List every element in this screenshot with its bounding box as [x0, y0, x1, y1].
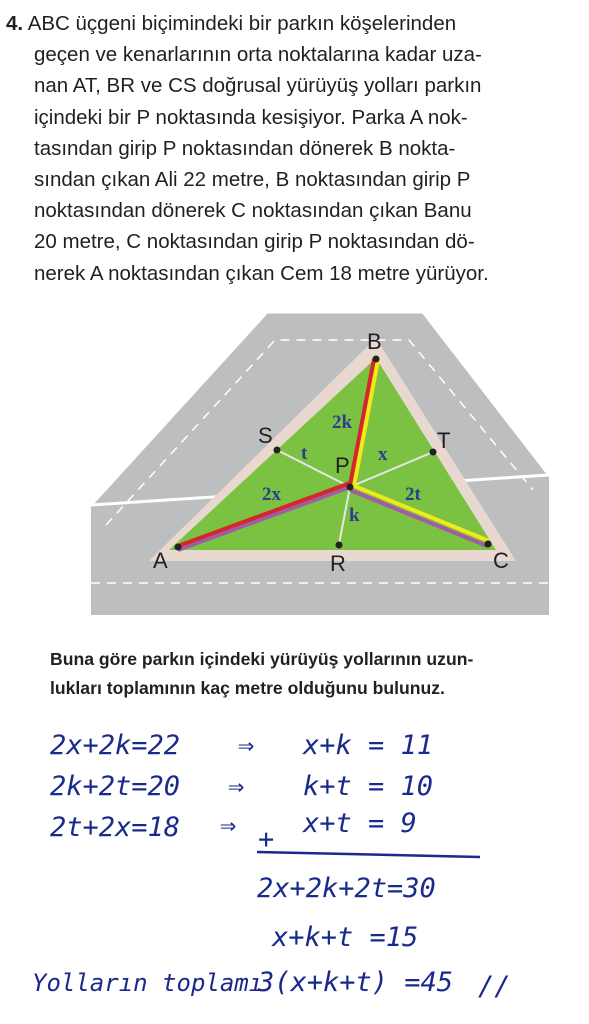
problem-line: 20 metre, C noktasından girip P noktasından dö-	[34, 230, 475, 254]
plus-sign: +	[258, 824, 275, 855]
question-text	[50, 645, 585, 703]
eq3-right: x+t = 9	[303, 808, 417, 839]
park-diagram	[91, 310, 549, 632]
point-S	[274, 447, 281, 454]
problem-line: içindeki bir P noktasında kesişiyor. Parka A nok-	[34, 105, 468, 129]
segment-label-PB: 2k	[332, 412, 353, 433]
eq1-right: x+k = 11	[303, 730, 434, 761]
point-R	[336, 542, 343, 549]
sum-rule	[257, 852, 480, 857]
label-B: B	[367, 329, 382, 354]
label-S: S	[258, 423, 273, 448]
segment-label-PT: x	[378, 444, 388, 465]
segment-label-PS: t	[301, 443, 308, 464]
segment-label-PA: 2x	[262, 484, 281, 505]
label-A: A	[153, 548, 168, 573]
segment-label-PC: 2t	[405, 484, 421, 505]
question-line: lukları toplamının kaç metre olduğunu bulunuz.	[50, 678, 445, 698]
problem-line: geçen ve kenarlarının orta noktalarına kadar uza-	[34, 43, 482, 67]
problem-line: nerek A noktasından çıkan Cem 18 metre yürüyor.	[34, 261, 489, 285]
eq1-left: 2x+2k=22	[50, 730, 181, 761]
eq3-left: 2t+2x=18	[50, 812, 181, 843]
problem-line: sından çıkan Ali 22 metre, B noktasından girip P	[34, 168, 471, 192]
label-R: R	[330, 551, 346, 576]
label-T: T	[437, 428, 451, 453]
half-eq: x+k+t =15	[272, 922, 419, 953]
segment-label-PR: k	[349, 505, 360, 526]
label-C: C	[493, 548, 509, 573]
question-line: Buna göre parkın içindeki yürüyüş yollarının uzun-	[50, 649, 474, 669]
final-eq: 3(x+k+t) =45	[258, 967, 454, 998]
problem-text	[6, 8, 581, 289]
eq3-arrow: ⇒	[220, 810, 237, 841]
sum-eq: 2x+2k+2t=30	[257, 873, 436, 904]
problem-number: 4.	[6, 12, 24, 35]
handwritten-solution	[0, 720, 589, 1024]
problem-line: noktasından dönerek C noktasından çıkan Banu	[34, 199, 472, 223]
end-mark: //	[478, 971, 511, 1002]
problem-line-text: ABC üçgeni biçimindeki bir parkın köşelerinden	[27, 12, 457, 35]
eq2-right: k+t = 10	[303, 771, 434, 802]
problem-line: tasından girip P noktasından dönerek B nokta-	[34, 136, 456, 160]
eq1-arrow: ⇒	[238, 730, 255, 761]
eq2-arrow: ⇒	[228, 771, 245, 802]
point-C	[485, 541, 492, 548]
eq2-left: 2k+2t=20	[50, 771, 181, 802]
problem-line	[6, 8, 581, 39]
label-P: P	[335, 453, 350, 478]
point-B	[373, 356, 380, 363]
final-label: Yolların toplamı	[32, 969, 264, 997]
point-A	[175, 544, 182, 551]
point-P	[347, 484, 354, 491]
point-T	[430, 449, 437, 456]
problem-line: nan AT, BR ve CS doğrusal yürüyüş yolları parkın	[34, 74, 482, 98]
